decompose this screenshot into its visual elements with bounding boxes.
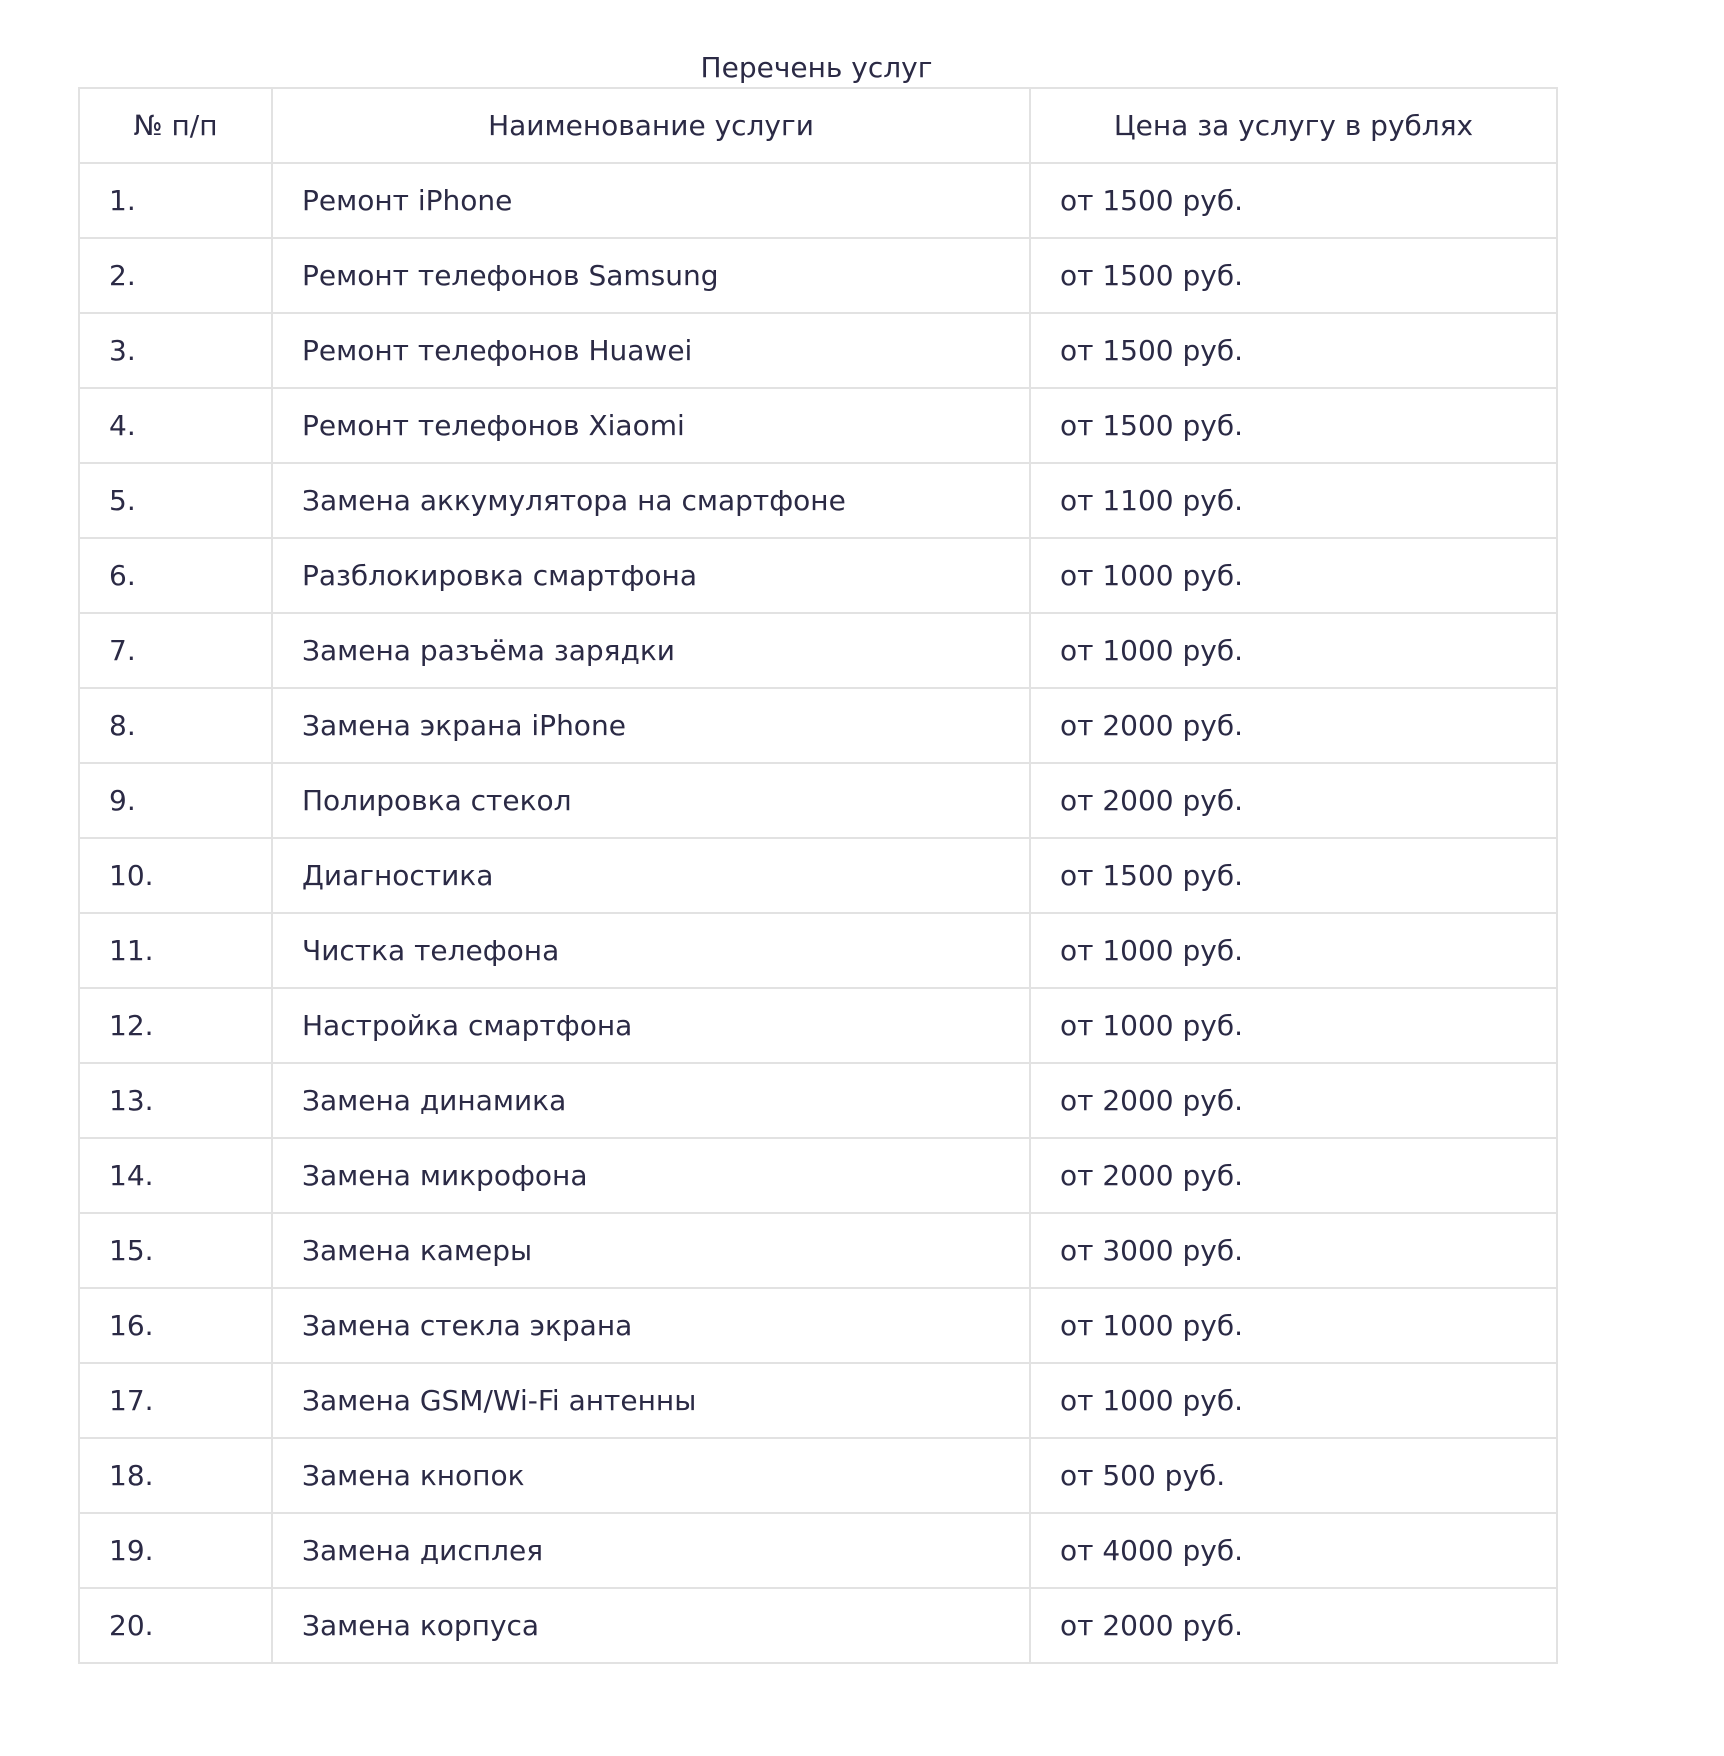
price-cell: от 1000 руб. — [1030, 1363, 1557, 1438]
price-cell: от 1500 руб. — [1030, 838, 1557, 913]
price-cell: от 1000 руб. — [1030, 988, 1557, 1063]
price-cell: от 1000 руб. — [1030, 913, 1557, 988]
table-row — [79, 613, 1557, 688]
service-name-cell: Чистка телефона — [272, 913, 1030, 988]
row-number-cell: 3. — [79, 313, 272, 388]
price-cell: от 500 руб. — [1030, 1438, 1557, 1513]
price-cell: от 3000 руб. — [1030, 1213, 1557, 1288]
table-row — [79, 913, 1557, 988]
table-row — [79, 238, 1557, 313]
table-row — [79, 388, 1557, 463]
row-number-cell: 1. — [79, 163, 272, 238]
row-number-cell: 6. — [79, 538, 272, 613]
service-name-cell: Замена камеры — [272, 1213, 1030, 1288]
table-row — [79, 988, 1557, 1063]
service-name-cell: Замена GSM/Wi-Fi антенны — [272, 1363, 1030, 1438]
service-name-cell: Замена динамика — [272, 1063, 1030, 1138]
table-row — [79, 1063, 1557, 1138]
row-number-cell: 16. — [79, 1288, 272, 1363]
price-cell: от 1500 руб. — [1030, 238, 1557, 313]
table-row — [79, 1513, 1557, 1588]
service-name-cell: Диагностика — [272, 838, 1030, 913]
price-cell: от 1500 руб. — [1030, 163, 1557, 238]
table-row — [79, 1213, 1557, 1288]
services-table — [78, 87, 1558, 1664]
service-name-cell: Ремонт телефонов Huawei — [272, 313, 1030, 388]
table-row — [79, 163, 1557, 238]
service-name-cell: Ремонт iPhone — [272, 163, 1030, 238]
service-name-cell: Настройка смартфона — [272, 988, 1030, 1063]
price-cell: от 2000 руб. — [1030, 688, 1557, 763]
price-cell: от 4000 руб. — [1030, 1513, 1557, 1588]
row-number-cell: 7. — [79, 613, 272, 688]
service-name-cell: Замена разъёма зарядки — [272, 613, 1030, 688]
row-number-cell: 17. — [79, 1363, 272, 1438]
row-number-cell: 20. — [79, 1588, 272, 1663]
table-row — [79, 1288, 1557, 1363]
service-name-cell: Замена аккумулятора на смартфоне — [272, 463, 1030, 538]
column-header-number: № п/п — [79, 88, 272, 163]
service-name-cell: Замена экрана iPhone — [272, 688, 1030, 763]
table-row — [79, 313, 1557, 388]
service-name-cell: Замена микрофона — [272, 1138, 1030, 1213]
table-row — [79, 1588, 1557, 1663]
price-cell: от 2000 руб. — [1030, 1138, 1557, 1213]
price-cell: от 1000 руб. — [1030, 613, 1557, 688]
row-number-cell: 8. — [79, 688, 272, 763]
table-body — [79, 163, 1557, 1663]
row-number-cell: 5. — [79, 463, 272, 538]
table-header — [79, 88, 1557, 163]
price-cell: от 2000 руб. — [1030, 763, 1557, 838]
row-number-cell: 11. — [79, 913, 272, 988]
price-cell: от 2000 руб. — [1030, 1588, 1557, 1663]
table-row — [79, 838, 1557, 913]
row-number-cell: 14. — [79, 1138, 272, 1213]
service-name-cell: Замена стекла экрана — [272, 1288, 1030, 1363]
service-name-cell: Ремонт телефонов Xiaomi — [272, 388, 1030, 463]
service-name-cell: Полировка стекол — [272, 763, 1030, 838]
row-number-cell: 9. — [79, 763, 272, 838]
price-cell: от 1500 руб. — [1030, 388, 1557, 463]
service-name-cell: Замена дисплея — [272, 1513, 1030, 1588]
service-name-cell: Замена корпуса — [272, 1588, 1030, 1663]
price-cell: от 1000 руб. — [1030, 1288, 1557, 1363]
price-cell: от 1000 руб. — [1030, 538, 1557, 613]
table-row — [79, 463, 1557, 538]
service-name-cell: Ремонт телефонов Samsung — [272, 238, 1030, 313]
header-row — [79, 88, 1557, 163]
row-number-cell: 12. — [79, 988, 272, 1063]
table-row — [79, 688, 1557, 763]
row-number-cell: 2. — [79, 238, 272, 313]
column-header-price: Цена за услугу в рублях — [1030, 88, 1557, 163]
row-number-cell: 4. — [79, 388, 272, 463]
table-caption: Перечень услуг — [700, 51, 933, 84]
price-cell: от 1500 руб. — [1030, 313, 1557, 388]
price-cell: от 1100 руб. — [1030, 463, 1557, 538]
row-number-cell: 15. — [79, 1213, 272, 1288]
service-name-cell: Замена кнопок — [272, 1438, 1030, 1513]
table-row — [79, 1138, 1557, 1213]
row-number-cell: 13. — [79, 1063, 272, 1138]
row-number-cell: 19. — [79, 1513, 272, 1588]
row-number-cell: 10. — [79, 838, 272, 913]
table-row — [79, 1363, 1557, 1438]
row-number-cell: 18. — [79, 1438, 272, 1513]
service-name-cell: Разблокировка смартфона — [272, 538, 1030, 613]
column-header-service-name: Наименование услуги — [272, 88, 1030, 163]
table-row — [79, 1438, 1557, 1513]
table-row — [79, 538, 1557, 613]
price-cell: от 2000 руб. — [1030, 1063, 1557, 1138]
table-row — [79, 763, 1557, 838]
